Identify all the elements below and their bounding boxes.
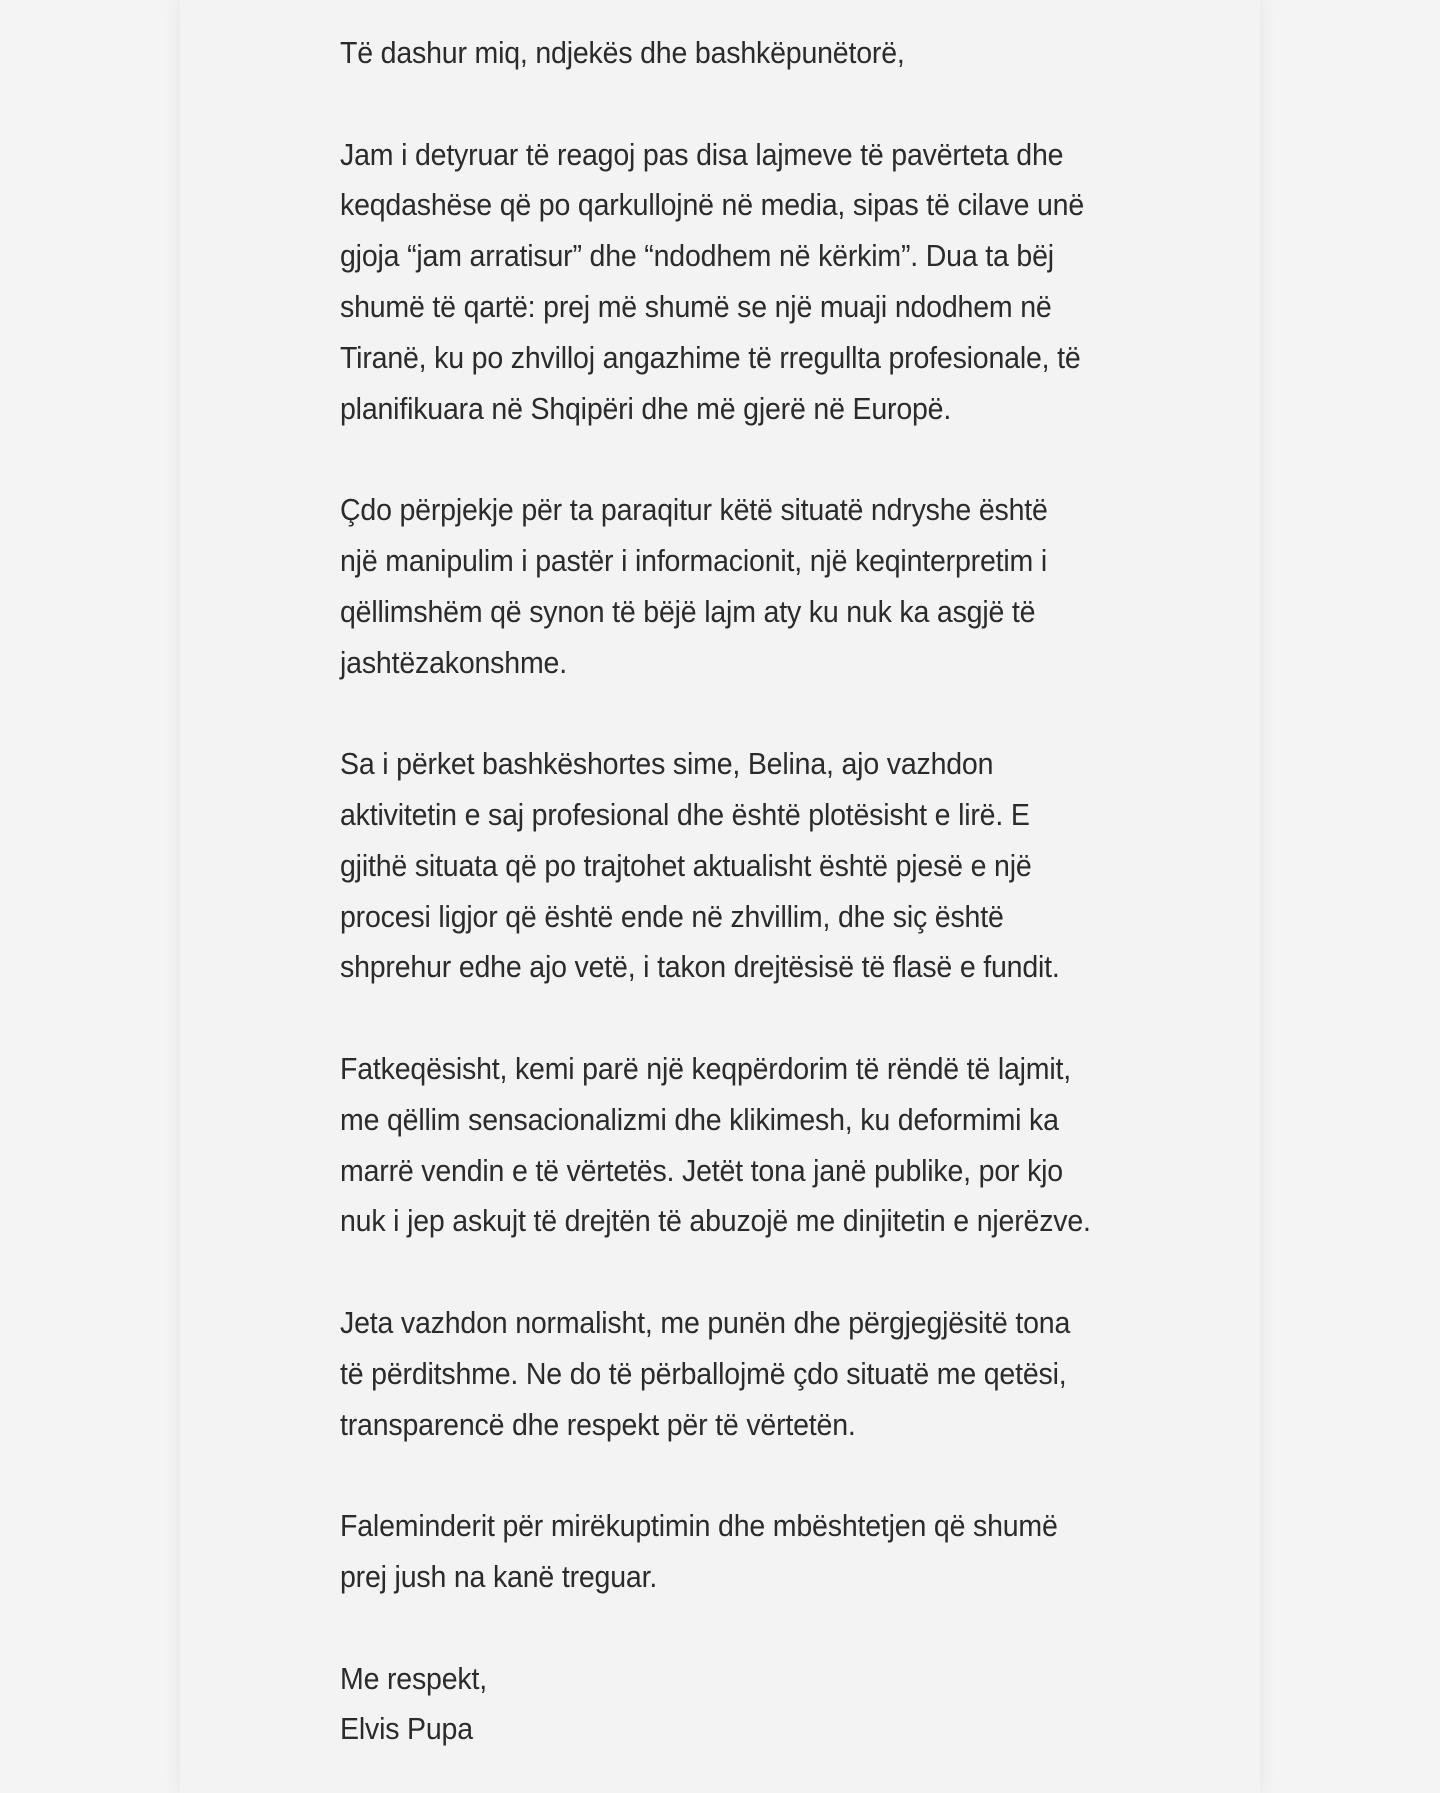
text-line: planifikuara në Shqipëri dhe më gjerë në Europë. xyxy=(340,390,952,426)
text-line: Fatkeqësisht, kemi parë një keqpërdorim të rëndë të lajmit, xyxy=(340,1050,1072,1086)
text-line: Të dashur miq, ndjekës dhe bashkëpunëtorë, xyxy=(340,35,905,70)
text-line: Faleminderit për mirëkuptimin dhe mbështetjen që shumë xyxy=(340,1508,1058,1544)
paragraph-1 xyxy=(340,130,1085,435)
text-line: Sa i përket bashkëshortes sime, Belina, ajo vazhdon xyxy=(340,746,994,782)
letter-signoff xyxy=(340,1654,1058,1756)
letter-signature: Elvis Pupa xyxy=(340,1711,473,1747)
text-line: qëllimshëm që synon të bëjë lajm aty ku nuk ka asgjë të xyxy=(340,593,1036,629)
text-line: shumë të qartë: prej më shumë se një muaji ndodhem në xyxy=(340,288,1052,324)
text-line: një manipulim i pastër i informacionit, një keqinterpretim i xyxy=(340,542,1048,578)
letter-greeting xyxy=(340,28,1058,79)
text-line: Jeta vazhdon normalisht, me punën dhe përgjegjësitë tona xyxy=(340,1304,1071,1340)
text-line: transparencë dhe respekt për të vërtetën. xyxy=(340,1406,856,1442)
text-line: Tiranë, ku po zhvilloj angazhime të rregullta profesionale, të xyxy=(340,339,1081,375)
text-line: shprehur edhe ajo vetë, i takon drejtësisë të flasë e fundit. xyxy=(340,949,1060,985)
text-line: aktivitetin e saj profesional dhe është plotësisht e lirë. E xyxy=(340,796,1030,832)
text-line: me qëllim sensacionalizmi dhe klikimesh, ku deformimi ka xyxy=(340,1101,1059,1137)
text-line: marrë vendin e të vërtetës. Jetët tona janë publike, por kjo xyxy=(340,1152,1063,1188)
text-line: të përditshme. Ne do të përballojmë çdo situatë me qetësi, xyxy=(340,1355,1067,1391)
letter-closing: Me respekt, xyxy=(340,1660,487,1696)
text-line: nuk i jep askujt të drejtën të abuzojë me dinjitetin e njerëzve. xyxy=(340,1203,1091,1239)
text-line: gjoja “jam arratisur” dhe “ndodhem në kërkim”. Dua ta bëj xyxy=(340,238,1054,274)
paragraph-3 xyxy=(340,739,1058,993)
text-line: prej jush na kanë treguar. xyxy=(340,1558,658,1594)
text-line: procesi ligjor që është ende në zhvillim, dhe siç është xyxy=(340,898,1004,934)
paragraph-4 xyxy=(340,1044,1091,1247)
paragraph-6 xyxy=(340,1501,1058,1603)
text-line: Çdo përpjekje për ta paraqitur këtë situatë ndryshe është xyxy=(340,492,1048,528)
text-line: Jam i detyruar të reagoj pas disa lajmeve të pavërteta dhe xyxy=(340,136,1064,172)
text-line: gjithë situata që po trajtohet aktualisht është pjesë e një xyxy=(340,847,1032,883)
text-line: jashtëzakonshme. xyxy=(340,644,567,680)
letter-body xyxy=(340,28,1091,1755)
paragraph-5 xyxy=(340,1298,1071,1450)
paragraph-2 xyxy=(340,485,1058,688)
text-line: keqdashëse që po qarkullojnë në media, sipas të cilave unë xyxy=(340,187,1085,223)
